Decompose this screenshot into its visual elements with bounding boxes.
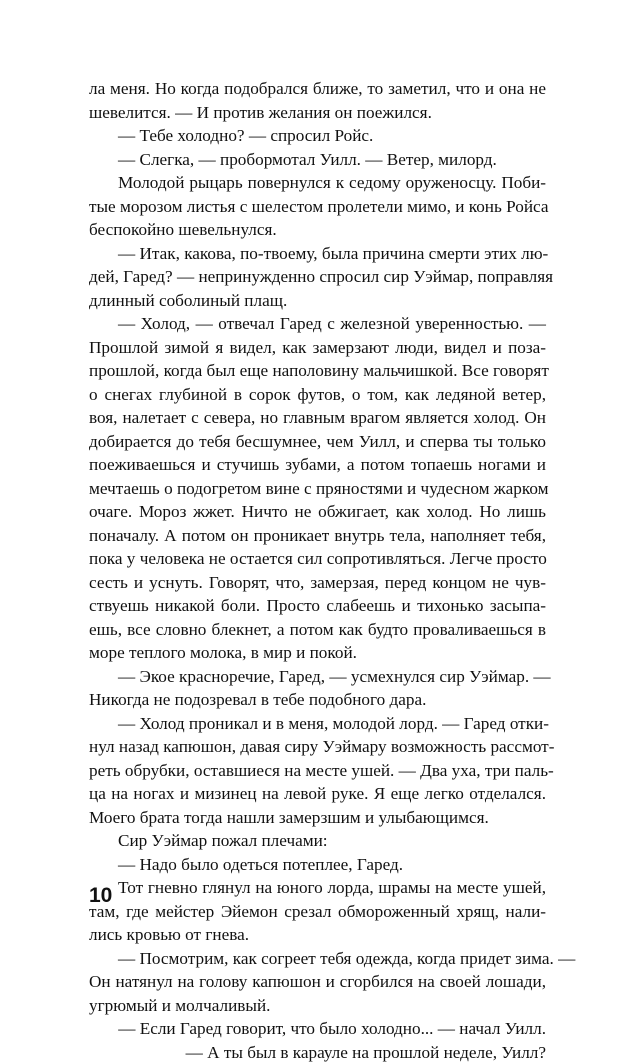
text-line: Моего брата тогда нашли замерзшим и улыбающимся.	[89, 806, 546, 830]
text-line: Молодой рыцарь повернулся к седому оруженосцу. Поби-	[89, 171, 546, 195]
text-line: Тот гневно глянул на юного лорда, шрамы на месте ушей,	[89, 876, 546, 900]
text-line: поначалу. А потом он проникает внутрь тела, наполняет тебя,	[89, 524, 546, 548]
text-line: длинный соболиный плащ.	[89, 289, 546, 313]
text-line: Прошлой зимой я видел, как замерзают люди, видел и поза-	[89, 336, 546, 360]
text-line: лись кровью от гнева.	[89, 923, 546, 947]
text-line: — Слегка, — пробормотал Уилл. — Ветер, милорд.	[89, 148, 546, 172]
text-line: — Надо было одеться потеплее, Гаред.	[89, 853, 546, 877]
text-line: ца на ногах и мизинец на левой руке. Я еще легко отделался.	[89, 782, 546, 806]
text-line: — Холод, — отвечал Гаред с железной уверенностью. —	[89, 312, 546, 336]
text-line: — А ты был в карауле на прошлой неделе, Уилл?	[89, 1041, 546, 1064]
text-line: ешь, все словно блекнет, а потом как будто проваливаешься в	[89, 618, 546, 642]
text-line: реть обрубки, оставшиеся на месте ушей. — Два уха, три паль-	[89, 759, 546, 783]
text-line: воя, налетает с севера, но главным врагом является холод. Он	[89, 406, 546, 430]
text-line: сесть и уснуть. Говорят, что, замерзая, перед концом не чув-	[89, 571, 546, 595]
text-line: поеживаешься и стучишь зубами, а потом топаешь ногами и	[89, 453, 546, 477]
text-line: — Холод проникал и в меня, молодой лорд. — Гаред отки-	[89, 712, 546, 736]
text-line: Сир Уэймар пожал плечами:	[89, 829, 546, 853]
text-line: — Тебе холодно? — спросил Ройс.	[89, 124, 546, 148]
text-line: ствуешь никакой боли. Просто слабеешь и тихонько засыпа-	[89, 594, 546, 618]
text-line: угрюмый и молчаливый.	[89, 994, 546, 1018]
text-line: ла меня. Но когда подобрался ближе, то заметил, что и она не	[89, 77, 546, 101]
text-line: пока у человека не остается сил сопротивляться. Легче просто	[89, 547, 546, 571]
text-line: шевелится. — И против желания он поежился.	[89, 101, 546, 125]
text-line: Никогда не подозревал в тебе подобного дара.	[89, 688, 546, 712]
text-line: очаге. Мороз жжет. Ничто не обжигает, как холод. Но лишь	[89, 500, 546, 524]
text-line: о снегах глубиной в сорок футов, о том, как ледяной ветер,	[89, 383, 546, 407]
text-line: нул назад капюшон, давая сиру Уэймару возможность рассмот-	[89, 735, 546, 759]
text-line: — Экое красноречие, Гаред, — усмехнулся сир Уэймар. —	[89, 665, 546, 689]
text-line: — Посмотрим, как согреет тебя одежда, когда придет зима. —	[89, 947, 546, 971]
text-line: добирается до тебя бесшумнее, чем Уилл, и сперва ты только	[89, 430, 546, 454]
text-line: тые морозом листья с шелестом пролетели мимо, и конь Ройса	[89, 195, 546, 219]
text-line: море теплого молока, в мир и покой.	[89, 641, 546, 665]
text-line: там, где мейстер Эйемон срезал обмороженный хрящ, нали-	[89, 900, 546, 924]
text-line: дей, Гаред? — непринужденно спросил сир Уэймар, поправляя	[89, 265, 546, 289]
text-line: мечтаешь о подогретом вине с пряностями и чудесном жарком	[89, 477, 546, 501]
text-line: прошлой, когда был еще наполовину мальчишкой. Все говорят	[89, 359, 546, 383]
text-line: беспокойно шевельнулся.	[89, 218, 546, 242]
page-text	[89, 77, 546, 1064]
text-line: — Если Гаред говорит, что было холодно... — начал Уилл.	[89, 1017, 546, 1041]
text-line: — Итак, какова, по-твоему, была причина смерти этих лю-	[89, 242, 546, 266]
page-number: 10	[89, 884, 112, 908]
text-line: Он натянул на голову капюшон и сгорбился на своей лошади,	[89, 970, 546, 994]
